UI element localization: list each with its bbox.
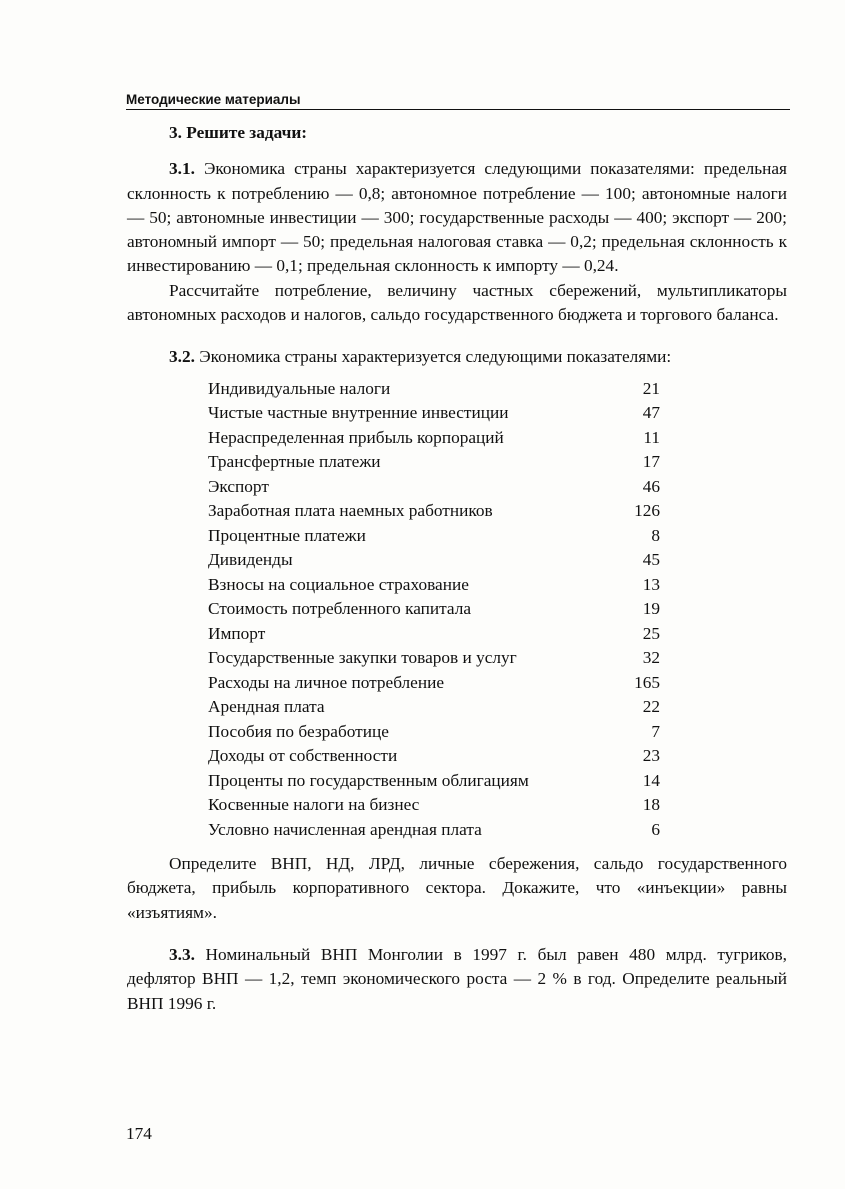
table-row bbox=[208, 646, 660, 671]
indicator-value: 19 bbox=[642, 599, 660, 619]
task-3-3-number: 3.3. bbox=[169, 945, 195, 965]
running-header: Методические материалы bbox=[126, 92, 790, 110]
indicator-value: 21 bbox=[642, 378, 660, 398]
indicator-label: Дивиденды bbox=[208, 550, 293, 570]
indicator-label: Косвенные налоги на бизнес bbox=[208, 795, 420, 815]
task-3-2-question: Определите ВНП, НД, ЛРД, личные сбережения, сальдо государственного бюджета, прибыль корпоративного сектора. Докажите, что «инъекции» равны «изъятиям». bbox=[127, 854, 787, 922]
indicator-value: 13 bbox=[642, 574, 660, 594]
indicator-value: 6 bbox=[651, 819, 660, 839]
indicator-label: Экспорт bbox=[208, 476, 269, 496]
indicator-value: 25 bbox=[642, 623, 660, 643]
table-row bbox=[208, 450, 660, 475]
table-row bbox=[208, 524, 660, 549]
indicator-label: Процентные платежи bbox=[208, 525, 366, 545]
task-3-2-intro-text: Экономика страны характеризуется следующими показателями: bbox=[199, 347, 672, 367]
indicator-value: 11 bbox=[643, 427, 660, 447]
task-3-1-question: Рассчитайте потребление, величину частных сбережений, мультипликаторы автономных расходов и налогов, сальдо государственного бюджета и торгового баланса. bbox=[127, 280, 787, 325]
spacer bbox=[127, 925, 787, 943]
indicators-table bbox=[208, 377, 660, 843]
indicator-value: 126 bbox=[634, 501, 660, 521]
indicator-label: Арендная плата bbox=[208, 697, 325, 717]
indicator-value: 18 bbox=[642, 795, 660, 815]
indicator-value: 46 bbox=[642, 476, 660, 496]
indicator-label: Заработная плата наемных работников bbox=[208, 501, 493, 521]
indicator-value: 14 bbox=[642, 770, 660, 790]
indicator-value: 22 bbox=[642, 697, 660, 717]
page-content bbox=[127, 121, 787, 1016]
task-3-3-body: Номинальный ВНП Монголии в 1997 г. был равен 480 млрд. тугриков, дефлятор ВНП — 1,2, темп экономического роста — 2 % в год. Определите реальный ВНП 1996 г. bbox=[127, 945, 787, 1013]
table-row bbox=[208, 573, 660, 598]
indicator-value: 165 bbox=[634, 672, 660, 692]
table-row bbox=[208, 622, 660, 647]
indicator-label: Чистые частные внутренние инвестиции bbox=[208, 403, 509, 423]
indicator-label: Доходы от собственности bbox=[208, 746, 398, 766]
indicator-value: 45 bbox=[642, 550, 660, 570]
indicator-label: Трансфертные платежи bbox=[208, 452, 381, 472]
indicator-label: Взносы на социальное страхование bbox=[208, 574, 469, 594]
indicator-value: 32 bbox=[642, 648, 660, 668]
indicator-label: Расходы на личное потребление bbox=[208, 672, 445, 692]
page-number: 174 bbox=[126, 1124, 152, 1143]
indicator-value: 23 bbox=[642, 746, 660, 766]
table-row bbox=[208, 744, 660, 769]
table-row bbox=[208, 720, 660, 745]
table-row bbox=[208, 695, 660, 720]
task-3-2-intro bbox=[127, 345, 787, 369]
indicator-label: Стоимость потребленного капитала bbox=[208, 599, 472, 619]
table-row bbox=[208, 793, 660, 818]
indicator-value: 8 bbox=[651, 525, 660, 545]
table-row bbox=[208, 475, 660, 500]
task-3-3-text bbox=[127, 943, 787, 1016]
table-row bbox=[208, 818, 660, 843]
indicator-value: 7 bbox=[651, 721, 660, 741]
indicator-label: Индивидуальные налоги bbox=[208, 378, 391, 398]
table-row bbox=[208, 426, 660, 451]
table-row bbox=[208, 671, 660, 696]
table-row bbox=[208, 377, 660, 402]
indicator-value: 47 bbox=[642, 403, 660, 423]
table-row bbox=[208, 597, 660, 622]
table-row bbox=[208, 548, 660, 573]
table-row bbox=[208, 769, 660, 794]
section-title: 3. Решите задачи: bbox=[169, 123, 308, 142]
table-row bbox=[208, 499, 660, 524]
indicator-value: 17 bbox=[642, 452, 660, 472]
task-3-1-body: Экономика страны характеризуется следующими показателями: предельная склонность к потреблению — 0,8; автономное потребление — 100; автономные налоги — 50; автономные инвестиции — 300; государственные расходы — 400; экспорт — 200; автономный импорт — 50; предельная налоговая ставка — 0,2; предельная склонность к инвестированию — 0,1; предельная склонность к импорту — 0,24. bbox=[127, 159, 787, 276]
task-3-2-number: 3.2. bbox=[169, 347, 195, 367]
table-row bbox=[208, 401, 660, 426]
indicator-label: Государственные закупки товаров и услуг bbox=[208, 648, 517, 668]
task-3-1-text bbox=[127, 157, 787, 278]
indicator-label: Условно начисленная арендная плата bbox=[208, 819, 482, 839]
task-3-1-number: 3.1. bbox=[169, 159, 195, 179]
spacer bbox=[127, 327, 787, 345]
indicator-label: Нераспределенная прибыль корпораций bbox=[208, 427, 504, 447]
indicator-label: Импорт bbox=[208, 623, 266, 643]
indicator-label: Проценты по государственным облигациям bbox=[208, 770, 529, 790]
indicator-label: Пособия по безработице bbox=[208, 721, 389, 741]
